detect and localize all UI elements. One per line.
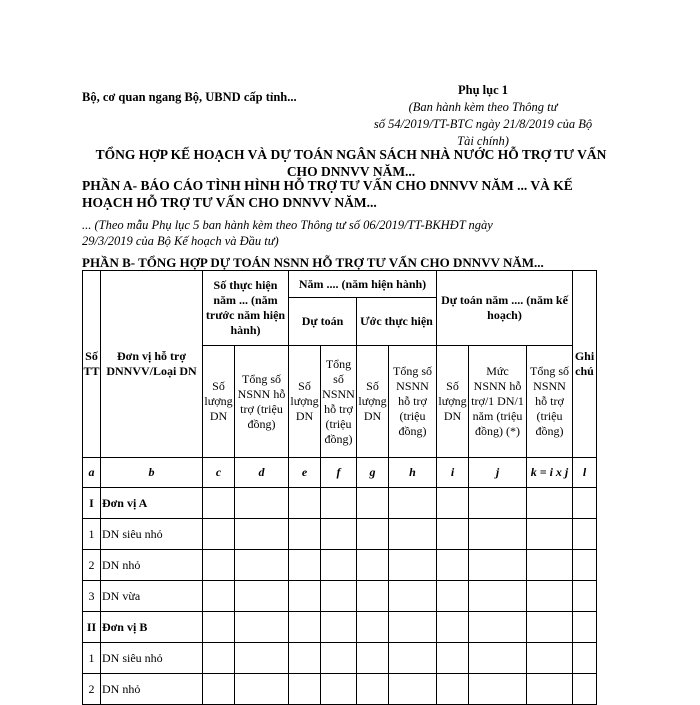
appendix-note-line-1: (Ban hành kèm theo Thông tư xyxy=(408,100,558,114)
empty-cell[interactable] xyxy=(573,550,597,581)
empty-cell[interactable] xyxy=(437,550,469,581)
empty-cell[interactable] xyxy=(235,488,289,519)
part-a-line-2: HOẠCH HỖ TRỢ TƯ VẤN CHO DNNVV NĂM... xyxy=(82,195,377,210)
reference-note xyxy=(82,217,582,249)
empty-cell[interactable] xyxy=(321,612,357,643)
row-unit-name: Đơn vị B xyxy=(101,612,203,643)
header-count-i: Số lượng DN xyxy=(437,346,469,458)
empty-cell[interactable] xyxy=(469,612,527,643)
empty-cell[interactable] xyxy=(389,581,437,612)
header-total-k: Tổng số NSNN hỗ trợ (triệu đồng) xyxy=(527,346,573,458)
header-total-h: Tổng số NSNN hỗ trợ (triệu đồng) xyxy=(389,346,437,458)
empty-cell[interactable] xyxy=(289,581,321,612)
column-letter: f xyxy=(321,458,357,488)
empty-cell[interactable] xyxy=(203,643,235,674)
empty-cell[interactable] xyxy=(235,550,289,581)
empty-cell[interactable] xyxy=(289,488,321,519)
empty-cell[interactable] xyxy=(389,612,437,643)
empty-cell[interactable] xyxy=(321,519,357,550)
empty-cell[interactable] xyxy=(203,519,235,550)
empty-cell[interactable] xyxy=(203,550,235,581)
empty-cell[interactable] xyxy=(437,581,469,612)
column-letter: c xyxy=(203,458,235,488)
empty-cell[interactable] xyxy=(527,488,573,519)
header-current-year: Năm .... (năm hiện hành) xyxy=(289,271,437,298)
empty-cell[interactable] xyxy=(437,612,469,643)
empty-cell[interactable] xyxy=(469,519,527,550)
column-letter: j xyxy=(469,458,527,488)
table-row xyxy=(83,581,597,612)
empty-cell[interactable] xyxy=(357,488,389,519)
empty-cell[interactable] xyxy=(573,612,597,643)
empty-cell[interactable] xyxy=(235,643,289,674)
empty-cell[interactable] xyxy=(235,581,289,612)
empty-cell[interactable] xyxy=(573,519,597,550)
row-stt: II xyxy=(83,612,101,643)
empty-cell[interactable] xyxy=(437,488,469,519)
reference-note-line-2: 29/3/2019 của Bộ Kế hoạch và Đầu tư) xyxy=(82,234,279,248)
empty-cell[interactable] xyxy=(289,643,321,674)
empty-cell[interactable] xyxy=(527,612,573,643)
empty-cell[interactable] xyxy=(289,612,321,643)
appendix-title: Phụ lục 1 xyxy=(457,83,508,97)
row-stt: 2 xyxy=(83,674,101,705)
document-title xyxy=(82,146,620,180)
empty-cell[interactable] xyxy=(321,643,357,674)
document-title-line-1: TỔNG HỢP KẾ HOẠCH VÀ DỰ TOÁN NGÂN SÁCH NHÀ NƯỚC HỖ TRỢ TƯ VẤN xyxy=(95,147,607,162)
empty-cell[interactable] xyxy=(357,612,389,643)
header-expected: Ước thực hiện xyxy=(357,298,437,346)
header-count-c: Số lượng DN xyxy=(203,346,235,458)
empty-cell[interactable] xyxy=(203,581,235,612)
empty-cell[interactable] xyxy=(289,519,321,550)
column-letter: i xyxy=(437,458,469,488)
empty-cell[interactable] xyxy=(527,519,573,550)
empty-cell[interactable] xyxy=(321,550,357,581)
empty-cell[interactable] xyxy=(469,550,527,581)
empty-cell[interactable] xyxy=(573,643,597,674)
reference-note-line-1: ... (Theo mẫu Phụ lục 5 ban hành kèm theo Thông tư số 06/2019/TT-BKHĐT ngày xyxy=(82,218,493,232)
empty-cell[interactable] xyxy=(469,488,527,519)
appendix-note-line-2: số 54/2019/TT-BTC ngày 21/8/2019 của Bộ xyxy=(373,117,593,131)
row-unit-name: DN siêu nhỏ xyxy=(101,519,203,550)
header-estimate: Dự toán xyxy=(289,298,357,346)
agency-name: Bộ, cơ quan ngang Bộ, UBND cấp tỉnh... xyxy=(82,90,297,104)
empty-cell[interactable] xyxy=(357,581,389,612)
header-prev-year: Số thực hiện năm ... (năm trước năm hiện hành) xyxy=(203,271,289,346)
row-unit-name: DN nhỏ xyxy=(101,674,203,705)
empty-cell[interactable] xyxy=(235,612,289,643)
row-unit-name: DN vừa xyxy=(101,581,203,612)
header-stt: Số TT xyxy=(83,271,101,458)
document-title-line-2: CHO DNNVV NĂM... xyxy=(286,164,416,179)
column-letter: b xyxy=(101,458,203,488)
empty-cell[interactable] xyxy=(389,643,437,674)
empty-cell[interactable] xyxy=(321,488,357,519)
part-a-heading xyxy=(82,177,612,211)
row-stt: 1 xyxy=(83,519,101,550)
header-note: Ghi chú xyxy=(573,271,597,458)
empty-cell[interactable] xyxy=(357,519,389,550)
empty-cell[interactable] xyxy=(527,643,573,674)
empty-cell[interactable] xyxy=(203,488,235,519)
header-total-f: Tổng số NSNN hỗ trợ (triệu đồng) xyxy=(321,346,357,458)
empty-cell[interactable] xyxy=(527,581,573,612)
table-row xyxy=(83,612,597,643)
header-plan-year: Dự toán năm .... (năm kế hoạch) xyxy=(437,271,573,346)
empty-cell[interactable] xyxy=(289,550,321,581)
row-unit-name: DN siêu nhỏ xyxy=(101,643,203,674)
appendix-note-line-3: Tài chính) xyxy=(457,134,509,148)
empty-cell[interactable] xyxy=(389,488,437,519)
header-count-e: Số lượng DN xyxy=(289,346,321,458)
column-letter-row xyxy=(83,458,597,488)
empty-cell[interactable] xyxy=(469,643,527,674)
part-a-line-1: PHẦN A- BÁO CÁO TÌNH HÌNH HỖ TRỢ TƯ VẤN CHO DNNVV NĂM ... VÀ KẾ xyxy=(82,178,573,193)
row-stt: I xyxy=(83,488,101,519)
table-row xyxy=(83,550,597,581)
empty-cell[interactable] xyxy=(235,519,289,550)
header-total-d: Tổng số NSNN hỗ trợ (triệu đồng) xyxy=(235,346,289,458)
header-rate-j: Mức NSNN hỗ trợ/1 DN/1 năm (triệu đồng) (*) xyxy=(469,346,527,458)
empty-cell[interactable] xyxy=(357,550,389,581)
empty-cell[interactable] xyxy=(437,643,469,674)
table-row xyxy=(83,519,597,550)
table-row xyxy=(83,643,597,674)
empty-cell[interactable] xyxy=(389,550,437,581)
column-letter: e xyxy=(289,458,321,488)
column-letter: h xyxy=(389,458,437,488)
empty-cell[interactable] xyxy=(573,581,597,612)
part-b-heading: PHẦN B- TỔNG HỢP DỰ TOÁN NSNN HỖ TRỢ TƯ VẤN CHO DNNVV NĂM... xyxy=(82,255,544,270)
row-unit-name: DN nhỏ xyxy=(101,550,203,581)
row-stt: 1 xyxy=(83,643,101,674)
empty-cell[interactable] xyxy=(203,612,235,643)
column-letter: k = i x j xyxy=(527,458,573,488)
empty-cell[interactable] xyxy=(573,488,597,519)
column-letter: l xyxy=(573,458,597,488)
empty-cell[interactable] xyxy=(469,581,527,612)
row-stt: 3 xyxy=(83,581,101,612)
row-unit-name: Đơn vị A xyxy=(101,488,203,519)
table-row xyxy=(83,488,597,519)
empty-cell[interactable] xyxy=(357,643,389,674)
column-letter: d xyxy=(235,458,289,488)
appendix-block xyxy=(348,82,618,150)
header-row-1 xyxy=(83,271,597,298)
empty-cell[interactable] xyxy=(527,550,573,581)
header-count-g: Số lượng DN xyxy=(357,346,389,458)
row-stt: 2 xyxy=(83,550,101,581)
column-letter: a xyxy=(83,458,101,488)
empty-cell[interactable] xyxy=(437,519,469,550)
empty-cell[interactable] xyxy=(321,581,357,612)
empty-cell[interactable] xyxy=(389,519,437,550)
column-letter: g xyxy=(357,458,389,488)
header-unit: Đơn vị hỗ trợ DNNVV/Loại DN xyxy=(101,271,203,458)
budget-table xyxy=(82,270,597,705)
